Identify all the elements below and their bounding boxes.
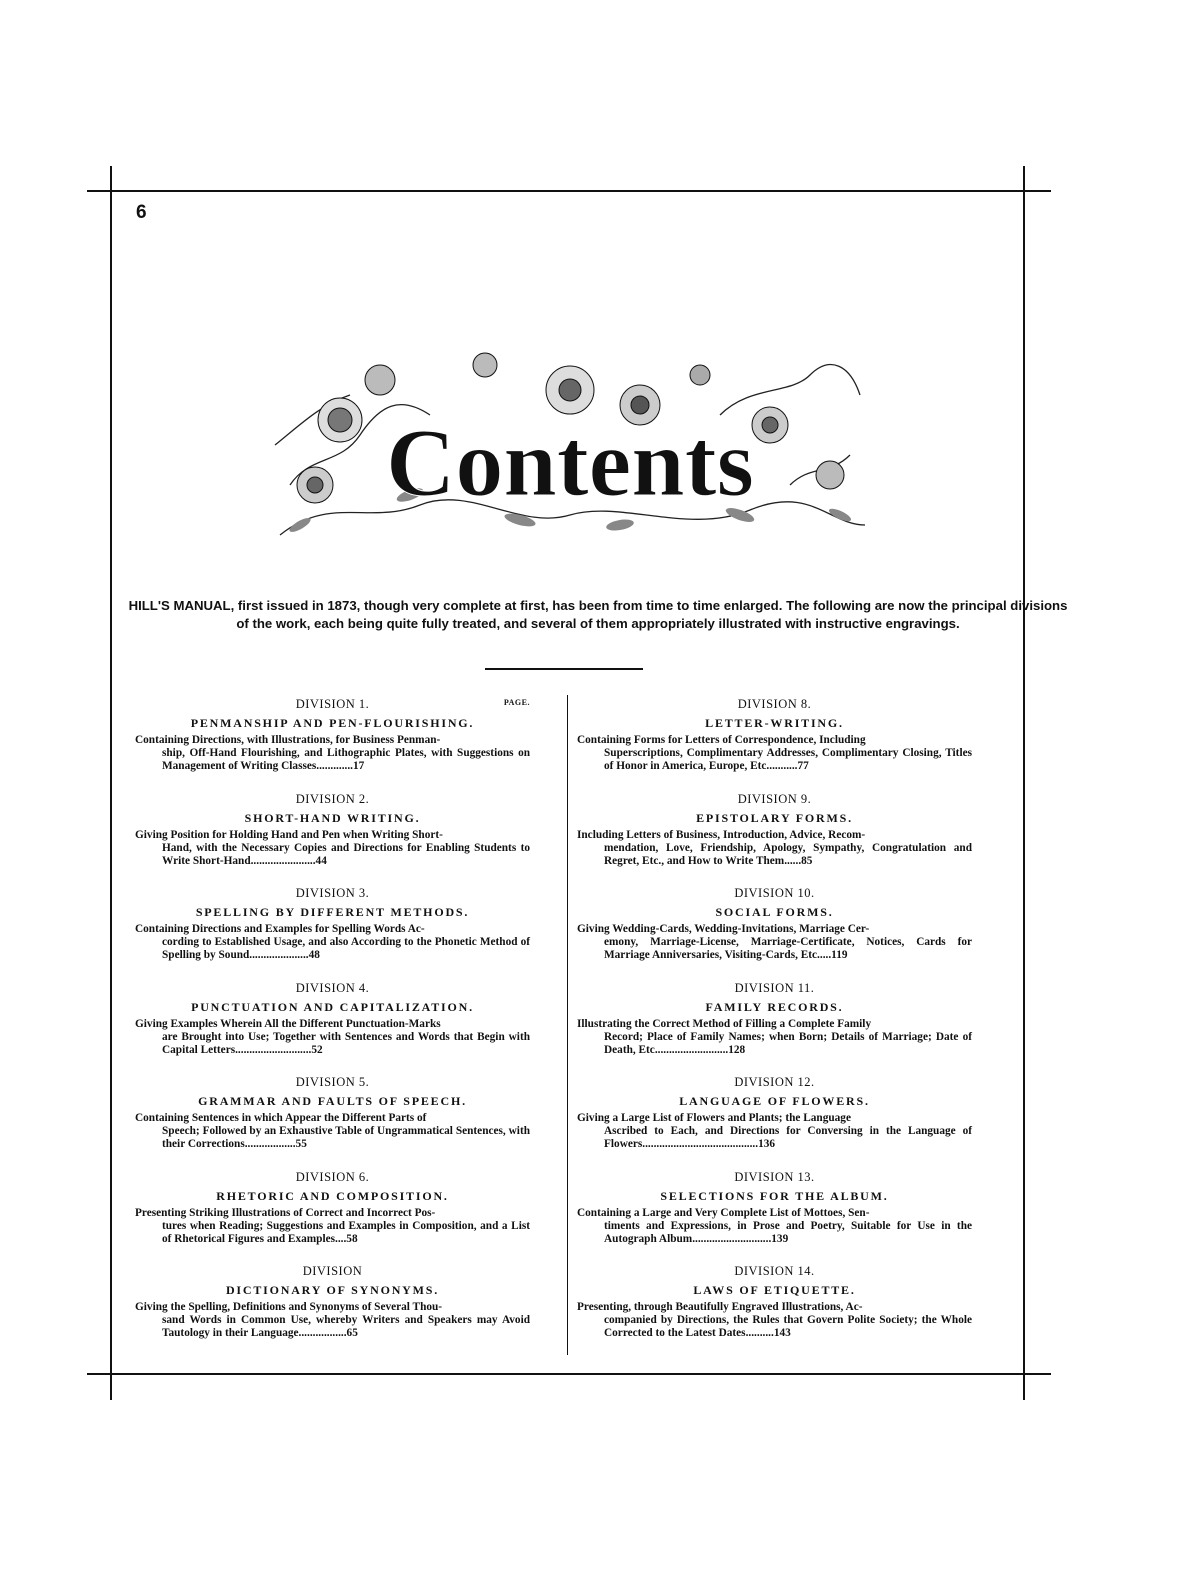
division-title: LANGUAGE OF FLOWERS.: [679, 1094, 870, 1108]
intro-separator: [485, 668, 643, 670]
division-description: [135, 1018, 530, 1058]
description-first-line: Presenting, through Beautifully Engraved Illustrations, Ac-: [577, 1301, 863, 1313]
division-title: LETTER-WRITING.: [705, 716, 844, 730]
division-description: [577, 1207, 972, 1247]
division-title: FAMILY RECORDS.: [705, 999, 844, 1014]
division-title: EPISTOLARY FORMS.: [696, 810, 853, 825]
division-heading: [135, 981, 530, 997]
division-number: DIVISION 9.: [737, 791, 812, 806]
toc-entry: [135, 1170, 530, 1247]
division-heading: [135, 1170, 530, 1186]
description-continuation: Ascribed to Each, and Directions for Conversing in the Language of Flowers.........................................136: [604, 1125, 972, 1151]
description-continuation: companied by Directions, the Rules that Govern Polite Society; the Whole Corrected to the Latest Dates..........143: [604, 1314, 972, 1340]
division-heading: [135, 697, 530, 713]
division-description: [577, 734, 972, 774]
division-heading: [577, 886, 972, 902]
page-column-label: PAGE.: [503, 698, 530, 707]
division-description: [135, 1207, 530, 1247]
division-number: DIVISION 8.: [737, 697, 812, 711]
description-first-line: Giving Wedding-Cards, Wedding-Invitations, Marriage Cer-: [577, 923, 870, 935]
division-number: DIVISION 1.: [295, 697, 370, 711]
division-heading: [577, 792, 972, 808]
description-first-line: Giving a Large List of Flowers and Plants; the Language: [577, 1112, 851, 1124]
frame-left-rule: [110, 166, 112, 1400]
division-number: DIVISION 3.: [295, 886, 370, 900]
division-heading: [577, 1264, 972, 1280]
division-heading: [577, 981, 972, 997]
contents-ornament: [270, 335, 870, 555]
division-title: DICTIONARY OF SYNONYMS.: [225, 1283, 440, 1297]
page-number: 6: [136, 202, 147, 223]
division-heading: [135, 792, 530, 808]
division-title: GRAMMAR AND FAULTS OF SPEECH.: [198, 1094, 467, 1108]
division-heading: [577, 1170, 972, 1186]
division-number: DIVISION: [302, 1264, 363, 1278]
division-description: [577, 1112, 972, 1152]
division-number: DIVISION 14.: [734, 1264, 815, 1278]
division-number: DIVISION 10.: [734, 886, 815, 900]
toc-entry: [577, 792, 972, 869]
description-continuation: Speech; Followed by an Exhaustive Table of Ungrammatical Sentences, with their Corrections..................55: [162, 1125, 530, 1151]
division-heading: [135, 886, 530, 902]
frame-right-rule: [1023, 166, 1025, 1400]
description-first-line: Giving Examples Wherein All the Different Punctuation-Marks: [135, 1017, 441, 1030]
division-number: DIVISION 13.: [734, 1169, 815, 1184]
description-continuation: ship, Off-Hand Flourishing, and Lithographic Plates, with Suggestions on Management of Writing Classes.............17: [162, 747, 530, 773]
division-heading: [135, 1075, 530, 1091]
division-number: DIVISION 12.: [734, 1075, 815, 1089]
division-title: LAWS OF ETIQUETTE.: [693, 1283, 856, 1297]
intro-paragraph: HILL'S MANUAL, first issued in 1873, though very complete at first, has been from time to time enlarged. The following are now the principal divisions of the work, each being quite fully treated, and several of them appropriately illustrated with instructive engravings.: [128, 598, 1068, 631]
description-first-line: Presenting Striking Illustrations of Correct and Incorrect Pos-: [135, 1206, 436, 1219]
description-continuation: Record; Place of Family Names; when Born; Details of Marriage; Date of Death, Etc..........................128: [604, 1030, 972, 1056]
division-number: DIVISION 2.: [295, 791, 370, 806]
division-number: DIVISION 6.: [295, 1169, 370, 1184]
division-description: [577, 1301, 972, 1341]
description-first-line: Including Letters of Business, Introduction, Advice, Recom-: [577, 828, 866, 841]
division-description: [135, 829, 530, 869]
division-number: DIVISION 5.: [295, 1075, 370, 1089]
toc-entry: [577, 886, 972, 963]
division-number: DIVISION 11.: [734, 980, 815, 995]
division-description: [577, 829, 972, 869]
toc-entry: [577, 697, 972, 774]
toc-entry: [577, 1170, 972, 1247]
division-heading: [577, 697, 972, 713]
division-description: [135, 1112, 530, 1152]
description-first-line: Containing Forms for Letters of Correspondence, Including: [577, 734, 866, 746]
toc-entry: [577, 1264, 972, 1341]
toc-entry: [135, 981, 530, 1058]
toc-entry: [135, 886, 530, 963]
description-continuation: Hand, with the Necessary Copies and Directions for Enabling Students to Write Short-Hand.......................44: [162, 841, 530, 867]
toc-entry: [135, 1075, 530, 1152]
description-continuation: emony, Marriage-License, Marriage-Certificate, Notices, Cards for Marriage Anniversaries, Visiting-Cards, Etc.....119: [604, 936, 972, 962]
division-number: DIVISION 4.: [295, 980, 370, 995]
toc-entry: [135, 792, 530, 869]
division-title: RHETORIC AND COMPOSITION.: [216, 1188, 449, 1203]
division-title: SPELLING BY DIFFERENT METHODS.: [195, 905, 470, 919]
division-heading: [135, 1264, 530, 1280]
division-title: PENMANSHIP AND PEN-FLOURISHING.: [190, 716, 475, 730]
description-continuation: are Brought into Use; Together with Sentences and Words that Begin with Capital Letters...........................52: [162, 1030, 530, 1056]
description-continuation: mendation, Love, Friendship, Apology, Sympathy, Congratulation and Regret, Etc., and How to Write Them......85: [604, 841, 972, 867]
description-continuation: tures when Reading; Suggestions and Examples in Composition, and a List of Rhetorical Figures and Examples....58: [162, 1219, 530, 1245]
frame-top-rule: [87, 190, 1051, 192]
description-first-line: Giving Position for Holding Hand and Pen when Writing Short-: [135, 828, 443, 841]
toc-entry: [135, 697, 530, 774]
division-description: [135, 1301, 530, 1341]
description-continuation: timents and Expressions, in Prose and Poetry, Suitable for Use in the Autograph Album............................139: [604, 1219, 972, 1245]
description-first-line: Containing Sentences in which Appear the Different Parts of: [135, 1112, 427, 1124]
division-description: [135, 734, 530, 774]
toc-entry: [577, 1075, 972, 1152]
toc-entry: [135, 1264, 530, 1341]
contents-ornament-lettering: Contents: [385, 409, 755, 516]
division-title: SHORT-HAND WRITING.: [244, 810, 421, 825]
division-heading: [577, 1075, 972, 1091]
frame-bottom-rule: [87, 1373, 1051, 1375]
division-description: [577, 923, 972, 963]
description-continuation: cording to Established Usage, and also According to the Phonetic Method of Spelling by Sound.....................48: [162, 936, 530, 962]
column-divider: [567, 695, 568, 1355]
description-first-line: Illustrating the Correct Method of Filling a Complete Family: [577, 1017, 872, 1030]
description-first-line: Containing Directions and Examples for Spelling Words Ac-: [135, 923, 425, 935]
division-description: [135, 923, 530, 963]
description-continuation: sand Words in Common Use, whereby Writers and Speakers may Avoid Tautology in their Language.................65: [162, 1314, 530, 1340]
division-description: [577, 1018, 972, 1058]
division-title: SOCIAL FORMS.: [715, 905, 834, 919]
description-first-line: Giving the Spelling, Definitions and Synonyms of Several Thou-: [135, 1301, 443, 1313]
description-first-line: Containing a Large and Very Complete List of Mottoes, Sen-: [577, 1206, 870, 1219]
description-first-line: Containing Directions, with Illustrations, for Business Penman-: [135, 734, 441, 746]
description-continuation: Superscriptions, Complimentary Addresses, Complimentary Closing, Titles of Honor in America, Europe, Etc...........77: [604, 747, 972, 773]
division-title: PUNCTUATION AND CAPITALIZATION.: [191, 999, 474, 1014]
toc-entry: [577, 981, 972, 1058]
division-title: SELECTIONS FOR THE ALBUM.: [660, 1188, 889, 1203]
